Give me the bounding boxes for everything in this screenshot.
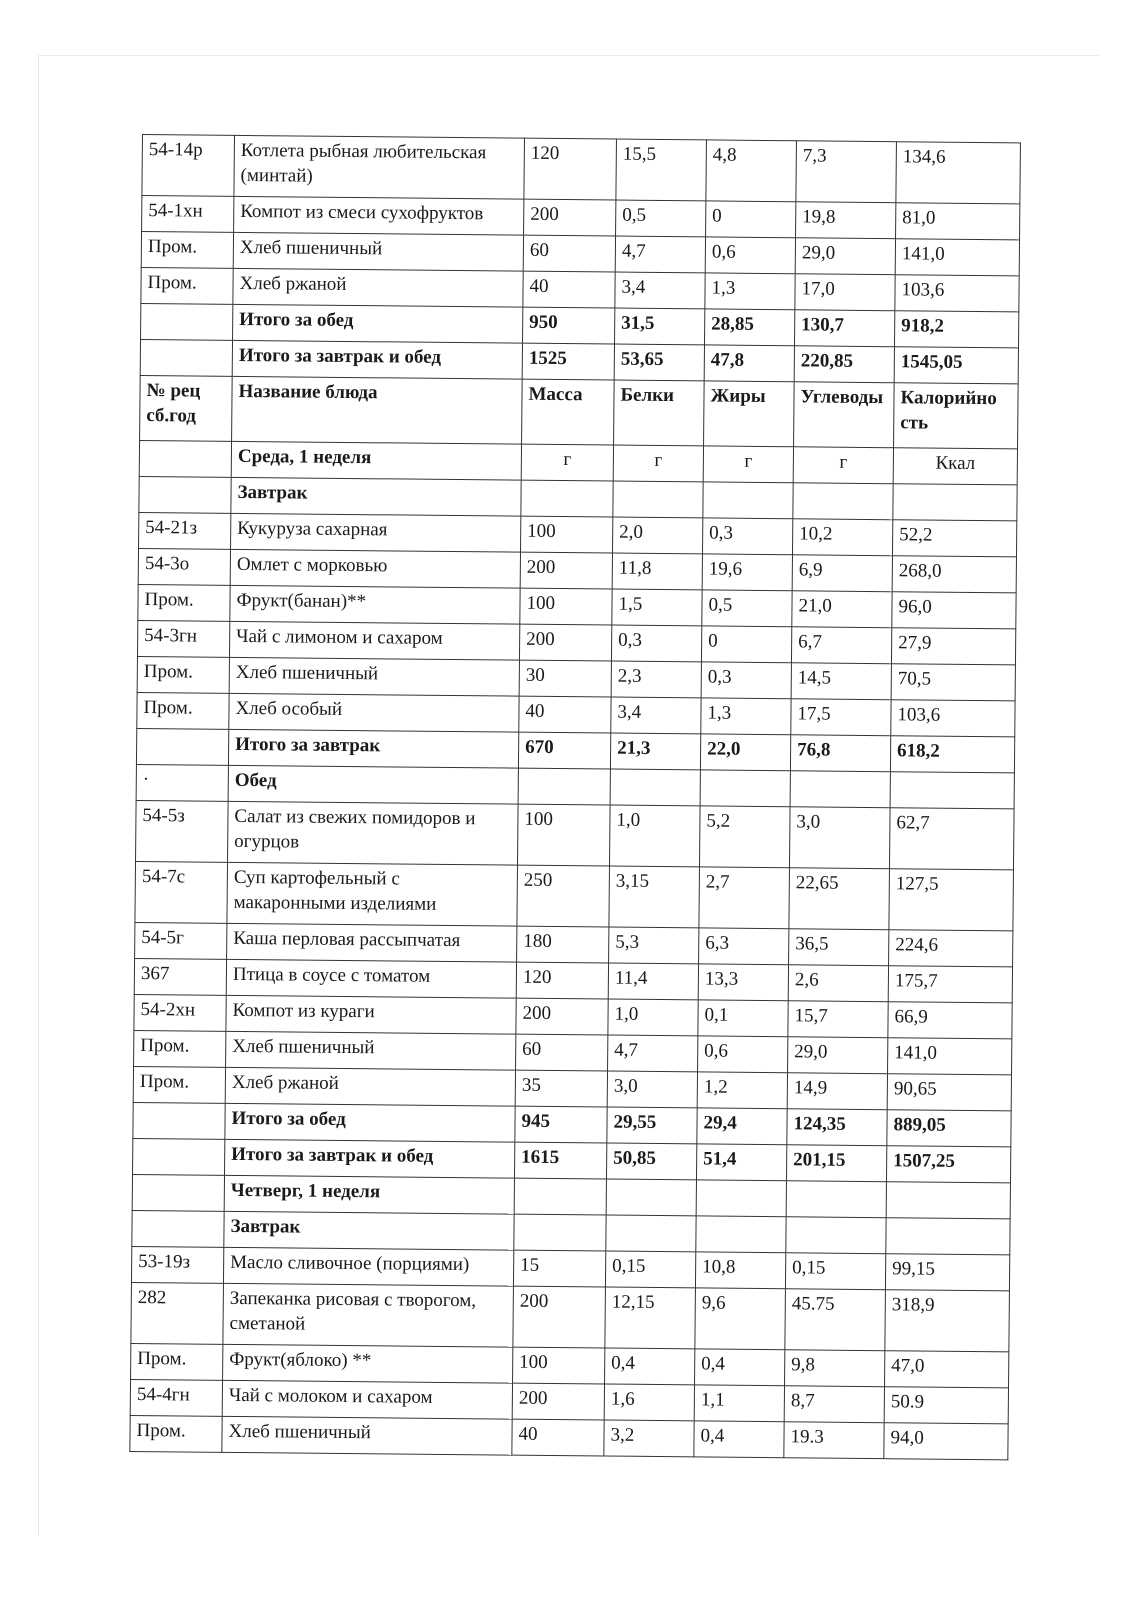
recipe-code-cell: 282 xyxy=(131,1282,224,1344)
kcal-cell: 81,0 xyxy=(896,203,1020,240)
mass-cell: 200 xyxy=(512,1383,604,1420)
dish-name-cell: Итого за завтрак и обед xyxy=(225,1139,515,1178)
kcal-cell: 27,9 xyxy=(891,628,1015,665)
unit-mass: г xyxy=(521,444,613,481)
fat-cell: 4,8 xyxy=(706,140,797,202)
recipe-code-cell: 367 xyxy=(134,958,226,995)
fat-cell: 0,5 xyxy=(702,590,792,627)
protein-cell: 53,65 xyxy=(614,344,704,381)
kcal-cell: 50.9 xyxy=(884,1387,1008,1424)
fat-cell: 1,1 xyxy=(694,1385,784,1422)
protein-cell: 31,5 xyxy=(615,308,705,345)
protein-cell: 12,15 xyxy=(605,1287,696,1349)
fat-cell: 13,3 xyxy=(698,964,788,1001)
kcal-cell: 318,9 xyxy=(885,1290,1010,1352)
carbs-cell: 2,6 xyxy=(788,965,888,1002)
section-heading: Четверг, 1 неделя xyxy=(224,1175,514,1214)
kcal-cell: 141,0 xyxy=(895,239,1019,276)
fat-cell: 6,3 xyxy=(699,928,789,965)
recipe-code-cell: Пром. xyxy=(137,692,229,729)
kcal-cell xyxy=(893,484,1017,521)
carbs-cell: 3,0 xyxy=(789,807,890,869)
fat-cell: 0,1 xyxy=(698,1000,788,1037)
kcal-cell xyxy=(886,1182,1010,1219)
mass-cell: 200 xyxy=(520,552,612,589)
empty-cell xyxy=(139,440,231,477)
fat-cell: 0,4 xyxy=(694,1421,784,1458)
mass-cell: 100 xyxy=(513,1347,605,1384)
kcal-cell: 268,0 xyxy=(892,556,1016,593)
fat-cell: 0,6 xyxy=(698,1036,788,1073)
kcal-cell: 47,0 xyxy=(885,1351,1009,1388)
kcal-cell: 66,9 xyxy=(888,1002,1012,1039)
unit-fat: г xyxy=(703,446,793,483)
carbs-cell: 201,15 xyxy=(786,1145,886,1182)
kcal-cell: 90,65 xyxy=(887,1074,1011,1111)
dish-name-cell: Суп картофельный с макаронными изделиями xyxy=(227,862,518,926)
carbs-cell: 0,15 xyxy=(785,1253,885,1290)
protein-cell: 1,0 xyxy=(609,805,700,867)
kcal-cell: 618,2 xyxy=(890,736,1014,773)
header-code: № рец сб.год xyxy=(140,375,233,441)
mass-cell: 100 xyxy=(520,588,612,625)
fat-cell: 2,7 xyxy=(699,867,790,929)
fat-cell: 1,3 xyxy=(705,273,795,310)
kcal-cell xyxy=(890,772,1014,809)
carbs-cell: 9,8 xyxy=(785,1350,885,1387)
unit-kcal: Ккал xyxy=(893,448,1017,485)
header-kcal: Калорийно сть xyxy=(894,383,1019,449)
carbs-cell xyxy=(786,1181,886,1218)
kcal-cell: 96,0 xyxy=(892,592,1016,629)
carbs-cell: 29,0 xyxy=(795,238,895,275)
recipe-code-cell: Пром. xyxy=(134,1030,226,1067)
dish-name-cell: Хлеб пшеничный xyxy=(222,1416,512,1455)
recipe-code-cell xyxy=(133,1138,225,1175)
protein-cell xyxy=(610,769,700,806)
protein-cell: 21,3 xyxy=(610,733,700,770)
unit-carbs: г xyxy=(793,447,893,484)
mass-cell xyxy=(514,1214,606,1251)
carbs-cell: 17,5 xyxy=(791,699,891,736)
fat-cell: 9,6 xyxy=(695,1288,786,1350)
dish-name-cell: Хлеб пшеничный xyxy=(233,232,523,271)
fat-cell: 22,0 xyxy=(700,734,790,771)
mass-cell: 120 xyxy=(524,138,617,200)
table-row xyxy=(136,800,1015,869)
fat-cell: 0 xyxy=(706,201,796,238)
kcal-cell: 224,6 xyxy=(889,930,1013,967)
dish-name-cell: Масло сливочное (порциями) xyxy=(223,1247,513,1286)
protein-cell: 4,7 xyxy=(615,236,705,273)
fat-cell: 0,6 xyxy=(705,237,795,274)
protein-cell: 3,0 xyxy=(607,1071,697,1108)
dish-name-cell: Компот из кураги xyxy=(226,995,516,1034)
mass-cell xyxy=(521,480,613,517)
mass-cell: 100 xyxy=(517,804,610,866)
section-heading: Обед xyxy=(228,765,518,804)
recipe-code-cell: 54-7с xyxy=(135,861,228,923)
fat-cell: 1,3 xyxy=(701,698,791,735)
kcal-cell: 70,5 xyxy=(891,664,1015,701)
protein-cell: 1,6 xyxy=(604,1384,694,1421)
dish-name-cell: Кукуруза сахарная xyxy=(231,513,521,552)
recipe-code-cell: 54-5з xyxy=(136,800,229,862)
carbs-cell: 6,7 xyxy=(791,627,891,664)
protein-cell: 4,7 xyxy=(608,1035,698,1072)
fat-cell: 10,8 xyxy=(695,1252,785,1289)
unit-protein: г xyxy=(613,445,703,482)
protein-cell xyxy=(613,481,703,518)
recipe-code-cell: 54-3гн xyxy=(137,620,229,657)
fat-cell: 1,2 xyxy=(697,1072,787,1109)
carbs-cell: 19.3 xyxy=(784,1422,884,1459)
protein-cell: 3,4 xyxy=(615,272,705,309)
recipe-code-cell xyxy=(139,476,231,513)
carbs-cell: 19,8 xyxy=(796,202,896,239)
protein-cell: 0,4 xyxy=(605,1348,695,1385)
mass-cell: 250 xyxy=(517,865,610,927)
kcal-cell: 52,2 xyxy=(892,520,1016,557)
recipe-code-cell: 54-14р xyxy=(142,135,235,197)
header-carbs: Углеводы xyxy=(794,382,895,448)
recipe-code-cell: Пром. xyxy=(133,1066,225,1103)
kcal-cell: 62,7 xyxy=(889,808,1014,870)
mass-cell: 950 xyxy=(523,307,615,344)
fat-cell: 19,6 xyxy=(702,554,792,591)
mass-cell: 30 xyxy=(519,660,611,697)
protein-cell: 3,4 xyxy=(611,697,701,734)
mass-cell: 100 xyxy=(521,516,613,553)
protein-cell: 0,5 xyxy=(616,200,706,237)
fat-cell: 0,4 xyxy=(695,1349,785,1386)
kcal-cell: 103,6 xyxy=(895,275,1019,312)
recipe-code-cell: Пром. xyxy=(131,1343,223,1380)
fat-cell: 0,3 xyxy=(701,662,791,699)
carbs-cell: 22,65 xyxy=(789,868,890,930)
header-fat: Жиры xyxy=(704,381,795,447)
dish-name-cell: Каша перловая рассыпчатая xyxy=(227,923,517,962)
carbs-cell: 15,7 xyxy=(788,1001,888,1038)
mass-cell: 200 xyxy=(519,624,611,661)
carbs-cell xyxy=(786,1217,886,1254)
mass-cell: 670 xyxy=(518,732,610,769)
fat-cell: 5,2 xyxy=(699,806,790,868)
kcal-cell xyxy=(886,1218,1010,1255)
table-row xyxy=(131,1282,1010,1351)
kcal-cell: 1545,05 xyxy=(894,347,1018,384)
carbs-cell: 7,3 xyxy=(796,141,897,203)
mass-cell: 15 xyxy=(513,1250,605,1287)
kcal-cell: 134,6 xyxy=(896,142,1021,204)
table-row xyxy=(142,135,1021,204)
dish-name-cell: Итого за обед xyxy=(233,304,523,343)
recipe-code-cell: Пром. xyxy=(138,584,230,621)
mass-cell: 200 xyxy=(524,199,616,236)
dish-name-cell: Компот из смеси сухофруктов xyxy=(234,196,524,235)
section-heading: Завтрак xyxy=(224,1211,514,1250)
protein-cell: 2,0 xyxy=(612,517,702,554)
carbs-cell: 29,0 xyxy=(788,1037,888,1074)
mass-cell: 200 xyxy=(513,1286,606,1348)
mass-cell: 200 xyxy=(516,998,608,1035)
dish-name-cell: Хлеб особый xyxy=(229,693,519,732)
mass-cell: 60 xyxy=(516,1034,608,1071)
kcal-cell: 175,7 xyxy=(888,966,1012,1003)
mass-cell: 40 xyxy=(523,271,615,308)
dish-name-cell: Хлеб пшеничный xyxy=(226,1031,516,1070)
kcal-cell: 1507,25 xyxy=(886,1146,1010,1183)
recipe-code-cell: 54-3о xyxy=(138,548,230,585)
carbs-cell: 76,8 xyxy=(790,735,890,772)
protein-cell: 11,8 xyxy=(612,553,702,590)
day-heading: Среда, 1 неделя xyxy=(231,441,521,480)
protein-cell: 11,4 xyxy=(608,963,698,1000)
recipe-code-cell: Пром. xyxy=(141,267,233,304)
recipe-code-cell: 54-2хн xyxy=(134,994,226,1031)
recipe-code-cell: · xyxy=(136,764,228,801)
protein-cell: 3,15 xyxy=(609,866,700,928)
kcal-cell: 103,6 xyxy=(891,700,1015,737)
dish-name-cell: Чай с лимоном и сахаром xyxy=(229,621,519,660)
dish-name-cell: Итого за обед xyxy=(225,1103,515,1142)
mass-cell: 40 xyxy=(512,1419,604,1456)
carbs-cell: 36,5 xyxy=(789,929,889,966)
recipe-code-cell xyxy=(132,1210,224,1247)
fat-cell: 51,4 xyxy=(696,1144,786,1181)
fat-cell: 47,8 xyxy=(704,345,794,382)
kcal-cell: 127,5 xyxy=(889,869,1014,931)
document-sheet xyxy=(129,134,1021,1460)
fat-cell: 0 xyxy=(701,626,791,663)
mass-cell xyxy=(518,768,610,805)
protein-cell: 29,55 xyxy=(607,1107,697,1144)
recipe-code-cell: 54-4гн xyxy=(130,1379,222,1416)
protein-cell: 50,85 xyxy=(606,1143,696,1180)
carbs-cell: 10,2 xyxy=(792,519,892,556)
dish-name-cell: Фрукт(яблоко) ** xyxy=(223,1344,513,1383)
kcal-cell: 889,05 xyxy=(887,1110,1011,1147)
dish-name-cell: Птица в соусе с томатом xyxy=(226,959,516,998)
mass-cell: 1615 xyxy=(514,1142,606,1179)
recipe-code-cell: Пром. xyxy=(130,1415,222,1452)
mass-cell: 40 xyxy=(519,696,611,733)
dish-name-cell: Котлета рыбная любительская (минтай) xyxy=(234,135,525,199)
carbs-cell xyxy=(790,771,890,808)
mass-cell: 180 xyxy=(517,926,609,963)
dish-name-cell: Чай с молоком и сахаром xyxy=(222,1380,512,1419)
fat-cell: 28,85 xyxy=(705,309,795,346)
mass-cell: 120 xyxy=(516,962,608,999)
carbs-cell: 6,9 xyxy=(792,555,892,592)
dish-name-cell: Итого за завтрак xyxy=(228,729,518,768)
mass-cell xyxy=(514,1178,606,1215)
protein-cell xyxy=(606,1179,696,1216)
recipe-code-cell xyxy=(133,1102,225,1139)
kcal-cell: 141,0 xyxy=(888,1038,1012,1075)
recipe-code-cell xyxy=(140,339,232,376)
carbs-cell: 14,5 xyxy=(791,663,891,700)
fat-cell xyxy=(696,1180,786,1217)
recipe-code-cell xyxy=(136,728,228,765)
carbs-cell: 14,9 xyxy=(787,1073,887,1110)
carbs-cell: 130,7 xyxy=(794,310,894,347)
menu-nutrition-table xyxy=(129,134,1021,1460)
dish-name-cell: Итого за завтрак и обед xyxy=(232,340,522,379)
fat-cell xyxy=(696,1216,786,1253)
recipe-code-cell: Пром. xyxy=(141,232,233,269)
recipe-code-cell: 54-1хн xyxy=(142,196,234,233)
fat-cell xyxy=(703,482,793,519)
carbs-cell: 45.75 xyxy=(785,1289,886,1351)
header-protein: Белки xyxy=(614,380,705,446)
carbs-cell: 21,0 xyxy=(792,591,892,628)
mass-cell: 35 xyxy=(515,1070,607,1107)
recipe-code-cell: 54-5г xyxy=(135,922,227,959)
dish-name-cell: Фрукт(банан)** xyxy=(230,585,520,624)
dish-name-cell: Омлет с морковью xyxy=(230,549,520,588)
carbs-cell: 124,35 xyxy=(787,1109,887,1146)
protein-cell: 15,5 xyxy=(616,139,707,201)
dish-name-cell: Хлеб ржаной xyxy=(225,1067,515,1106)
recipe-code-cell: Пром. xyxy=(137,656,229,693)
carbs-cell: 17,0 xyxy=(795,274,895,311)
fat-cell: 0,3 xyxy=(702,518,792,555)
recipe-code-cell: 53-19з xyxy=(131,1246,223,1283)
dish-name-cell: Запеканка рисовая с творогом, сметаной xyxy=(223,1283,514,1347)
header-name: Название блюда xyxy=(232,376,523,444)
protein-cell xyxy=(606,1215,696,1252)
fat-cell xyxy=(700,770,790,807)
recipe-code-cell xyxy=(141,303,233,340)
section-heading: Завтрак xyxy=(231,477,521,516)
kcal-cell: 99,15 xyxy=(885,1254,1009,1291)
kcal-cell: 918,2 xyxy=(894,311,1018,348)
recipe-code-cell xyxy=(132,1174,224,1211)
protein-cell: 2,3 xyxy=(611,661,701,698)
carbs-cell: 220,85 xyxy=(794,346,894,383)
table-header-row xyxy=(140,375,1019,448)
mass-cell: 60 xyxy=(523,235,615,272)
dish-name-cell: Салат из свежих помидоров и огурцов xyxy=(228,801,519,865)
recipe-code-cell: 54-21з xyxy=(139,512,231,549)
protein-cell: 5,3 xyxy=(609,927,699,964)
protein-cell: 0,3 xyxy=(611,625,701,662)
protein-cell: 1,5 xyxy=(612,589,702,626)
table-row xyxy=(130,1415,1008,1459)
carbs-cell xyxy=(793,483,893,520)
mass-cell: 945 xyxy=(515,1106,607,1143)
fat-cell: 29,4 xyxy=(697,1108,787,1145)
dish-name-cell: Хлеб ржаной xyxy=(233,268,523,307)
header-mass: Масса xyxy=(522,379,615,445)
table-row xyxy=(135,861,1014,930)
protein-cell: 0,15 xyxy=(605,1251,695,1288)
protein-cell: 3,2 xyxy=(604,1420,694,1457)
dish-name-cell: Хлеб пшеничный xyxy=(229,657,519,696)
protein-cell: 1,0 xyxy=(608,999,698,1036)
mass-cell: 1525 xyxy=(522,343,614,380)
carbs-cell: 8,7 xyxy=(784,1386,884,1423)
kcal-cell: 94,0 xyxy=(884,1423,1008,1460)
